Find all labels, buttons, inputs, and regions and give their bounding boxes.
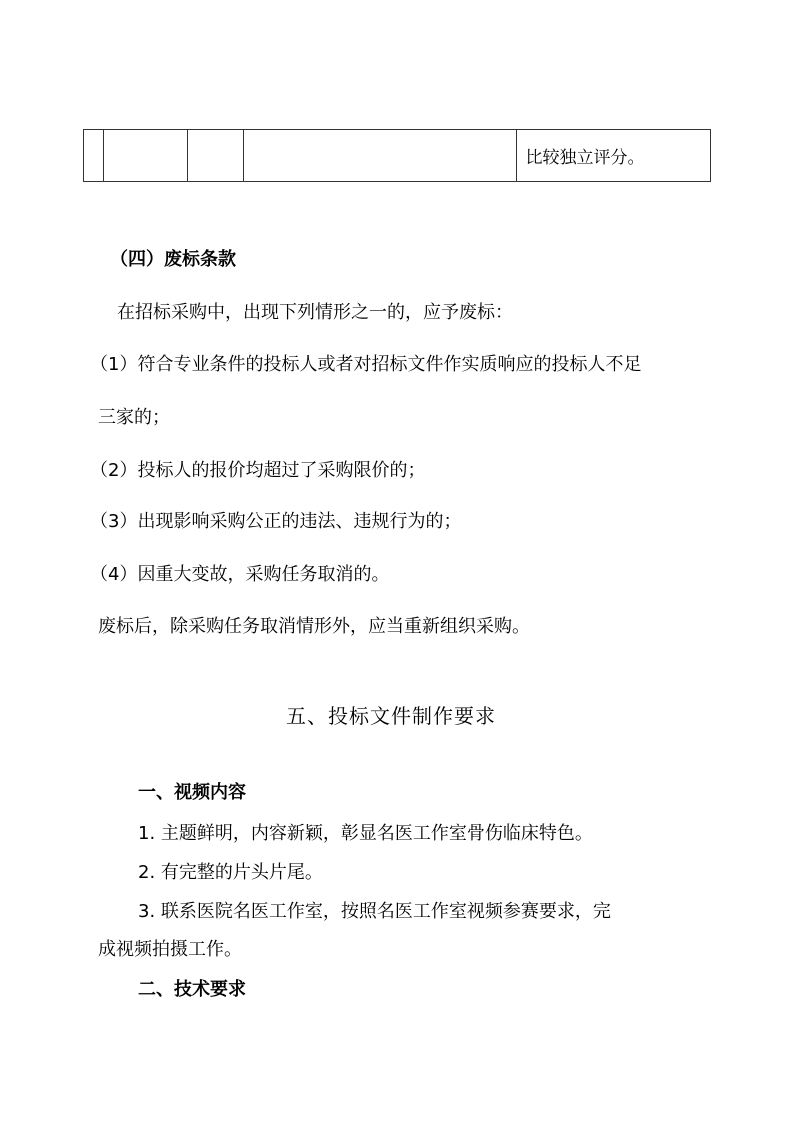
video-point-3-line2: 成视频拍摄工作。: [98, 939, 242, 960]
section-four-item4: （4）因重大变故，采购任务取消的。: [90, 564, 390, 585]
table-cell-2: [104, 130, 188, 182]
evaluation-table-fragment: [83, 129, 711, 182]
table-cell-5: 比较独立评分。: [517, 130, 711, 182]
chapter-five-title: 五、投标文件制作要求: [286, 704, 496, 728]
video-content-heading: 一、视频内容: [138, 782, 246, 803]
table-row: [84, 130, 711, 182]
table-cell-4: [243, 130, 517, 182]
technical-requirements-heading: 二、技术要求: [138, 979, 246, 1000]
section-four-item1-line2: 三家的；: [98, 407, 170, 428]
video-point-3-line1: 3. 联系医院名医工作室，按照名医工作室视频参赛要求，完: [138, 901, 611, 922]
section-four-item1-line1: （1）符合专业条件的投标人或者对招标文件作实质响应的投标人不足: [90, 354, 642, 375]
video-point-2: 2. 有完整的片头片尾。: [138, 862, 323, 883]
section-four-item2: （2）投标人的报价均超过了采购限价的；: [90, 460, 426, 481]
video-point-1: 1. 主题鲜明，内容新颖，彰显名医工作室骨伤临床特色。: [138, 823, 593, 844]
table-cell-3: [187, 130, 243, 182]
section-four-heading: （四）废标条款: [110, 249, 236, 270]
section-four-item3: （3）出现影响采购公正的违法、违规行为的；: [90, 511, 462, 532]
section-four-intro: 在招标采购中，出现下列情形之一的，应予废标：: [117, 302, 513, 323]
table-cell-1: [84, 130, 104, 182]
section-four-closing: 废标后，除采购任务取消情形外，应当重新组织采购。: [98, 616, 530, 637]
